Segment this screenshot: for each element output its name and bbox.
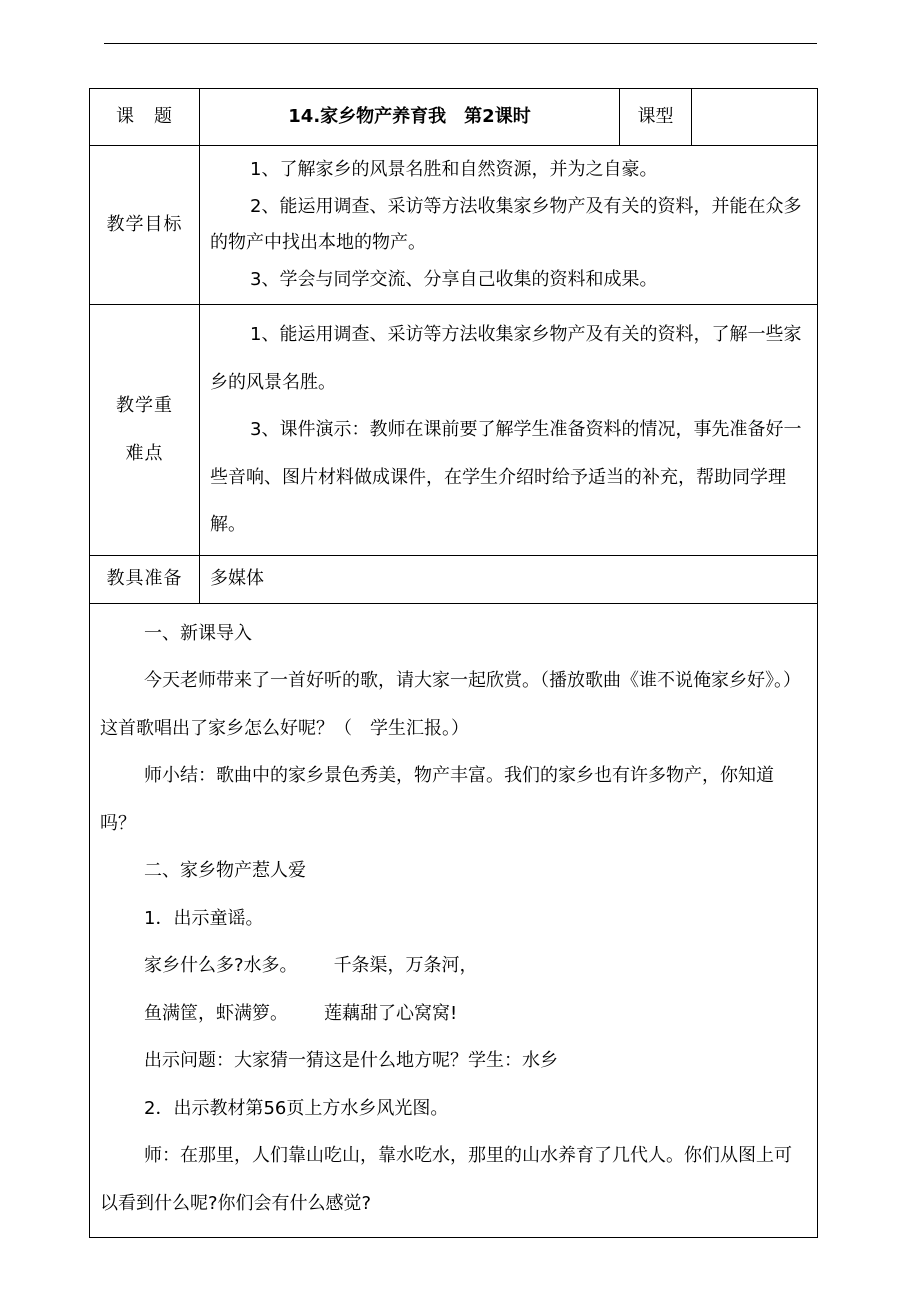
goal-3: 3、学会与同学交流、分享自己收集的资料和成果。 (250, 268, 658, 290)
process-content (90, 603, 818, 1238)
difficulty-row (90, 305, 818, 556)
type-value (692, 89, 818, 146)
goals-label: 教学目标 (90, 146, 200, 305)
lesson-plan-table (89, 88, 818, 1238)
header-rule (104, 43, 817, 44)
section1-title: 一、新课导入 (144, 622, 252, 644)
item-1: 1．出示童谣。 (144, 907, 264, 929)
rhyme-line-1 (100, 942, 807, 990)
section2-title: 二、家乡物产惹人爱 (144, 860, 306, 881)
goals-content (200, 146, 818, 305)
goals-row (90, 146, 818, 305)
paragraph-summary: 师小结：歌曲中的家乡景色秀美，物产丰富。我们的家乡也有许多物产，你知道吗？ (100, 765, 774, 834)
difficulty-label-line2: 难点 (125, 442, 164, 464)
tools-label: 教具准备 (90, 555, 200, 603)
difficulty-2: 3、课件演示：教师在课前要了解学生准备资料的情况，事先准备好一些音响、图片材料做成课件，在学生介绍时给予适当的补充，帮助同学理解。 (210, 419, 802, 535)
rhyme-2a: 鱼满筐，虾满箩。 (144, 1002, 288, 1024)
teacher-paragraph: 师：在那里，人们靠山吃山，靠水吃水，那里的山水养育了几代人。你们从图上可以看到什么呢?你们会有什么感觉? (100, 1145, 792, 1214)
type-label: 课型 (620, 89, 692, 146)
difficulty-content (200, 305, 818, 556)
process-row (90, 603, 818, 1238)
topic-label: 课 题 (90, 89, 200, 146)
difficulty-label (90, 305, 200, 556)
topic-row (90, 89, 818, 146)
rhyme-2b: 莲藕甜了心窝窝! (324, 1002, 458, 1024)
difficulty-label-line1: 教学重 (116, 394, 173, 416)
topic-value: 14.家乡物产养育我 第2课时 (200, 89, 620, 146)
rhyme-1b: 千条渠，万条河， (333, 955, 478, 976)
difficulty-1: 1、能运用调查、采访等方法收集家乡物产及有关的资料，了解一些家乡的风景名胜。 (210, 324, 802, 393)
tools-row (90, 555, 818, 603)
tools-value: 多媒体 (200, 555, 818, 603)
goal-1: 1、了解家乡的风景名胜和自然资源，并为之自豪。 (250, 159, 658, 180)
goal-2: 2、能运用调查、采访等方法收集家乡物产及有关的资料，并能在众多的物产中找出本地的物产。 (210, 195, 802, 253)
rhyme-1a: 家乡什么多?水多。 (144, 955, 298, 976)
rhyme-line-2 (100, 990, 807, 1038)
item-2: 2．出示教材第56页上方水乡风光图。 (144, 1097, 449, 1119)
paragraph-intro: 今天老师带来了一首好听的歌，请大家一起欣赏。（播放歌曲《谁不说俺家乡好》。）这首歌唱出了家乡怎么好呢？（ 学生汇报。） (100, 670, 801, 739)
question: 出示问题：大家猜一猜这是什么地方呢？学生：水乡 (144, 1050, 558, 1071)
